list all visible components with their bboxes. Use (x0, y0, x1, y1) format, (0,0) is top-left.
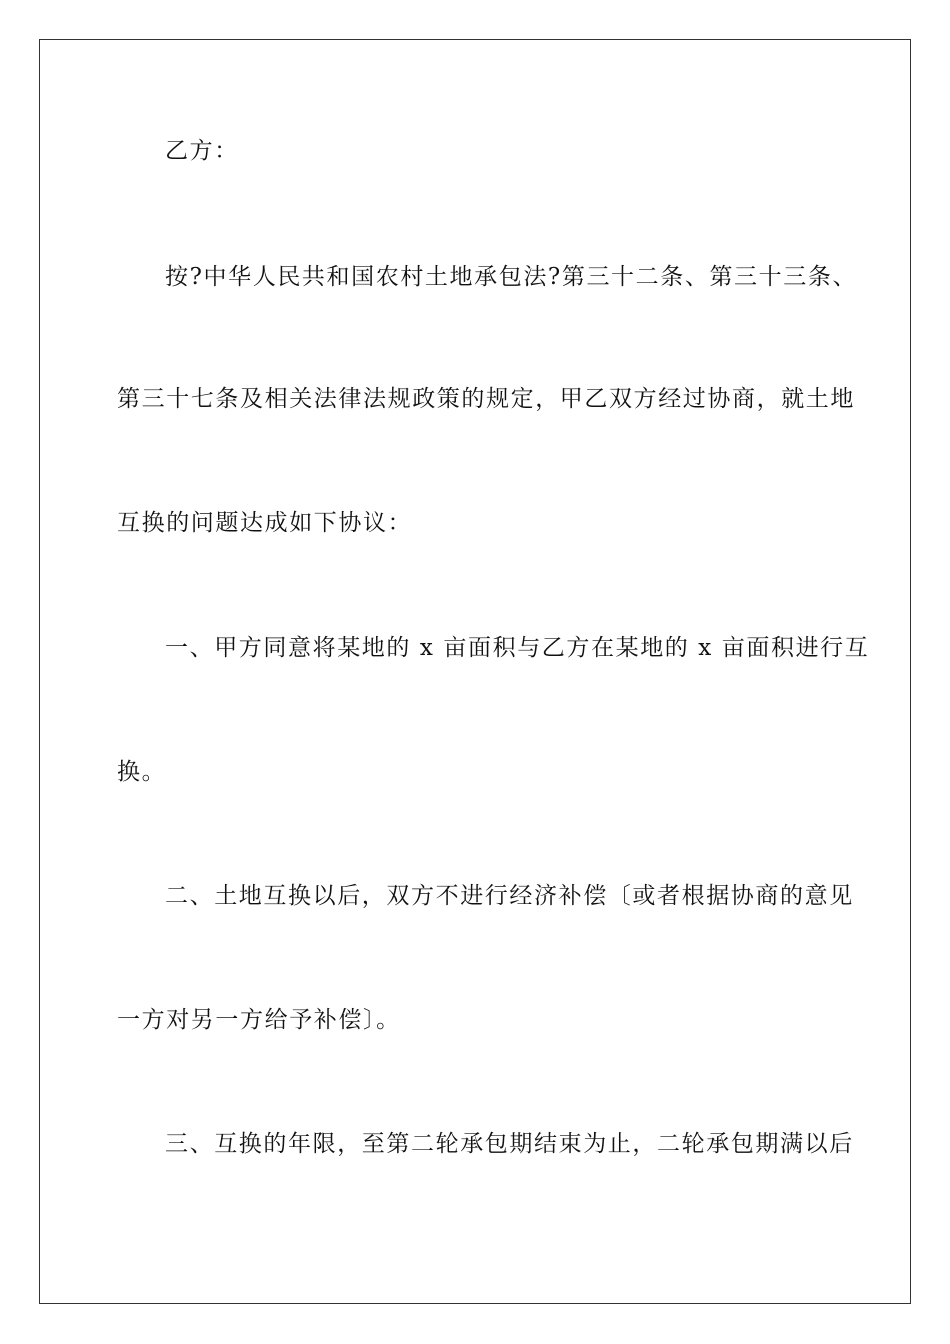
clause-2-line-1: 二、土地互换以后，双方不进行经济补偿〔或者根据协商的意见 (165, 883, 854, 909)
page-border (39, 39, 911, 1304)
clause-1-line-2: 换。 (117, 759, 167, 785)
preamble-line-1: 按?中华人民共和国农村土地承包法?第三十二条、第三十三条、 (165, 264, 858, 290)
preamble-line-2: 第三十七条及相关法律法规政策的规定，甲乙双方经过协商，就土地 (117, 386, 855, 412)
clause-2-line-2: 一方对另一方给予补偿〕。 (117, 1007, 401, 1033)
preamble-line-3: 互换的问题达成如下协议： (117, 510, 413, 536)
party-b-label: 乙方： (165, 138, 239, 164)
clause-3-line-1: 三、互换的年限，至第二轮承包期结束为止，二轮承包期满以后 (165, 1131, 854, 1157)
clause-1-line-1: 一、甲方同意将某地的 x 亩面积与乙方在某地的 x 亩面积进行互 (165, 635, 870, 661)
